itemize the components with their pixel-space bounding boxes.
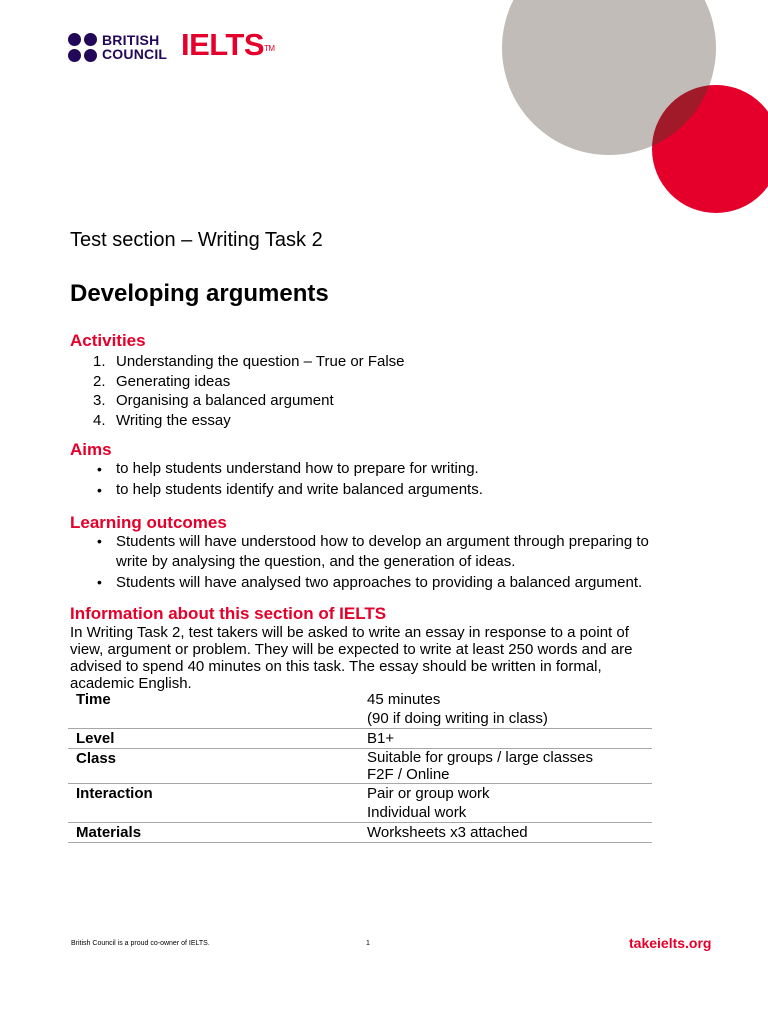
bullet-icon: • [97,574,102,590]
row-value: B1+ [367,730,395,747]
table-row [68,749,652,784]
section-subtitle: Test section – Writing Task 2 [70,229,323,251]
page-number: 1 [366,940,370,947]
list-item: 3. Organising a balanced argument [93,392,334,409]
row-value: Worksheets x3 attached [367,824,528,841]
lesson-info-table [68,690,652,843]
row-label: Class [76,750,117,767]
aims-heading: Aims [70,440,112,459]
bullet-icon: • [97,481,102,498]
list-item: • Students will have understood how to develop an argument through preparing to write by analysing the question, and the generation of ideas. [97,533,649,570]
decorative-circles [430,0,768,260]
org-line2: COUNCIL [102,46,168,62]
logo-dot-icon [68,33,81,46]
info-heading: Information about this section of IELTS [70,604,387,623]
ielts-wordmark [181,28,275,62]
row-label: Level [76,730,115,747]
list-item: • Students will have analysed two approaches to providing a balanced argument. [97,574,643,591]
bullet-icon: • [97,533,102,549]
logo-dot-icon [68,49,81,62]
row-label: Materials [76,824,142,841]
page-title: Developing arguments [70,280,329,307]
footer-site-link[interactable]: takeielts.org [629,935,712,951]
outcomes-heading: Learning outcomes [70,513,227,532]
list-item: 1. Understanding the question – True or False [93,353,405,370]
logo-dot-icon [84,33,97,46]
activities-heading: Activities [70,331,146,350]
info-paragraph: In Writing Task 2, test takers will be asked to write an essay in response to a point of view, argument or problem. They will be expected to write at least 250 words and are advised to spend 40 minutes on this task. The essay should be written in formal, academic English. [70,624,633,692]
list-item: • to help students understand how to prepare for writing. [0,459,676,480]
table-row [68,784,652,823]
row-label: Interaction [76,785,153,802]
row-label: Time [76,691,111,708]
footer-note: British Council is a proud co-owner of IELTS. [71,940,210,947]
org-line1: BRITISH [102,32,160,48]
activities-list [0,352,768,430]
british-council-wordmark [102,33,167,61]
table-row [68,729,652,749]
table-row [68,690,652,729]
row-value: Suitable for groups / large classes F2F / Online [367,749,593,783]
bullet-icon: • [97,461,102,477]
aims-list [0,459,768,500]
list-item: 2. Generating ideas [93,372,231,390]
row-value: Pair or group work Individual work [367,785,490,821]
list-item: • to help students identify and write balanced arguments. [0,480,676,501]
row-value: 45 minutes (90 if doing writing in class) [367,691,548,727]
outcomes-list [0,532,768,593]
table-row [68,823,652,843]
trademark-mark: TM [264,44,275,53]
logo-dot-icon [84,49,97,62]
product-name: IELTS [181,27,265,62]
list-item: 4. Writing the essay [93,411,231,429]
british-council-logo-dots [68,33,98,63]
